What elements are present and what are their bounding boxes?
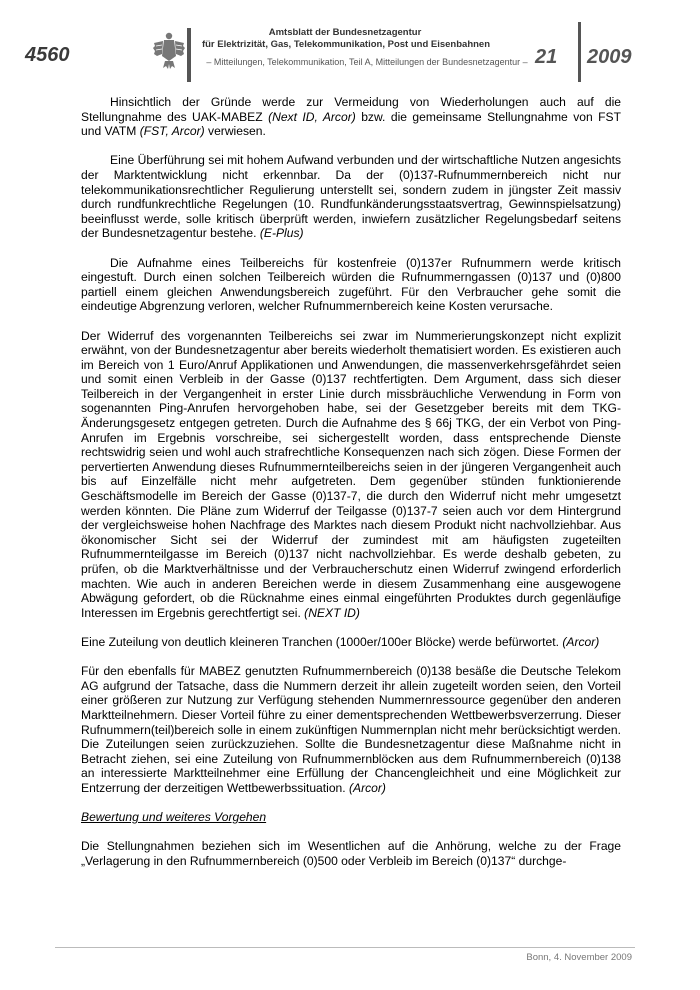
source-citation: (Next ID, Arcor) [268, 109, 356, 124]
paragraph-7: Die Stellungnahmen beziehen sich im Wesentlichen auf die Anhörung, welche zu der Frage „Verlagerung in den Rufnummernbereich (0)500 oder Verbleib im Bereich (0)137“ durchge- [81, 839, 621, 868]
federal-eagle-icon [152, 30, 186, 70]
paragraph-2: Eine Überführung sei mit hohem Aufwand verbunden und der wirtschaftliche Nutzen angesichts der Marktentwicklung nicht erkennbar. Da der (0)137-Rufnummernbereich nicht nur telekommunikationsrechtlicher Regulierung unterstellt sei, sondern zudem in jüngster Zeit massiv durch rundfunkrechtliche Regelungen (10. Rundfunkänderungsstaatsvertrag, Gewinnspielsatzung) beeinflusst werde, solle kritisch überprüft werden, inwiefern zusätzlicher Regelungsbedarf seitens der Bundesnetzagentur bestehe. (E-Plus) [81, 153, 621, 241]
paragraph-3: Die Aufnahme eines Teilbereichs für kostenfreie (0)137er Rufnummern werde kritisch eingestuft. Durch einen solchen Teilbereich würden die Rufnummerngassen (0)137 und (0)800 partiell einem gleichen Anwendungsbereich zugeführt. Für den Verbraucher gehe somit die eindeutige Abgrenzung verloren, welcher Rufnummernbereich keine Kosten verursache. [81, 255, 621, 314]
paragraph-1: Hinsichtlich der Gründe werde zur Vermeidung von Wiederholungen auch auf die Stellungnahme des UAK-MABEZ (Next ID, Arcor) bzw. die gemeinsame Stellungnahme von FST und VATM (FST, Arcor) verwiesen. [81, 95, 621, 139]
page-number: 4560 [25, 44, 70, 66]
paragraph-5: Eine Zuteilung von deutlich kleineren Tranchen (1000er/100er Blöcke) werde befürwortet. (Arcor) [81, 634, 600, 649]
source-citation: (FST, Arcor) [139, 124, 205, 139]
section-heading: Bewertung und weiteres Vorgehen [81, 810, 267, 825]
source-citation: (Arcor) [562, 634, 600, 649]
publication-subtitle: für Elektrizität, Gas, Telekommunikation, Post und Eisenbahnen [201, 39, 491, 50]
paragraph-6: Für den ebenfalls für MABEZ genutzten Rufnummernbereich (0)138 besäße die Deutsche Telekom AG aufgrund der Tatsache, dass die Nummern derzeit ihr allein zugeteilt worden seien, den Vorteil einer größeren zur Nutzung zur Verfügung stehenden Nummernressource gegenüber den anderen Marktteilnehmern. Dieser Vorteil führe zu einer dementsprechenden Wettbewerbsverzerrung. Dieser Rufnummern(teil)bereich solle in einem zukünftigen Nummernplan nicht mehr berücksichtigt werden. Die Zuteilungen seien zurückzuziehen. Sollte die Bundesnetzagentur diese Maßnahme nicht in Betracht ziehen, sei eine Zuteilung von Rufnummernblöcken aus dem Rufnummernbereich (0)138 an interessierte Marktteilnehmer eine Erfüllung der Chancengleichheit und eine Möglichkeit zur Entzerrung der derzeitigen Wettbewerbssituation. (Arcor) [81, 664, 621, 795]
source-citation: (NEXT ID) [304, 605, 360, 620]
source-citation: (Arcor) [349, 780, 386, 795]
source-citation: (E-Plus) [259, 226, 304, 241]
footer-divider [55, 947, 635, 948]
document-body [81, 95, 621, 868]
publication-title: Amtsblatt der Bundesnetzagentur [268, 27, 422, 38]
issue-divider [578, 22, 581, 82]
header-divider [187, 28, 191, 82]
section-label: – Mitteilungen, Telekommunikation, Teil A, Mitteilungen der Bundesnetzagentur – [206, 57, 528, 67]
issue-year: 2009 [587, 46, 632, 68]
footer-date: Bonn, 4. November 2009 [526, 952, 632, 963]
issue-number: 21 [535, 46, 558, 68]
paragraph-4: Der Widerruf des vorgenannten Teilbereichs sei zwar im Nummerierungskonzept nicht explizit erwähnt, von der Bundesnetzagentur aber bereits wiederholt thematisiert worden. Es existieren auch im Bereich von 1 Euro/Anruf Applikationen und Anwendungen, die massenverkehrsgefährdet seien und somit einen Verbleib in der Gasse (0)137 rechtfertigten. Dem Argument, dass sich dieser Teilbereich in der Vergangenheit in erster Linie durch missbräuchliche Verwendung in Form von sogenannten Ping-Anrufen hervorgehoben habe, sei der Gesetzgeber bereits mit dem TKG-Änderungsgesetz entgegen getreten. Durch die Aufnahme des § 66j TKG, der ein Verbot von Ping-Anrufen im Ergebnis vorschreibe, sei sichergestellt worden, dass entsprechende Dienste rechtswidrig seien und wohl auch strafrechtliche Konsequenzen nach sich zögen. Diese Formen der pervertierten Anwendung dieses Rufnummernteilbereichs seien in der jüngeren Vergangenheit auch bis auf Einzelfälle nicht mehr aufgetreten. Dem gegenüber stünden funktionierende Geschäftsmodelle im Bereich der Gasse (0)137-7, die durch den Widerruf nicht mehr umgesetzt werden könnten. Die Pläne zum Widerruf der Teilgasse (0)137-7 seien auch vor dem Hintergrund der vergleichsweise hohen Nachfrage des Marktes nach diesem Produkt nicht nachvollziehbar. Aus ökonomischer Sicht sei der Widerruf der zumindest mit am häufigsten zugeteilten Rufnummernteilgasse im Bereich (0)137 nicht nachvollziehbar. Es werde deshalb gebeten, zu prüfen, ob die Marktverhältnisse und der Verbraucherschutz einen Widerruf zwingend erforderlich machten. Wie auch in anderen Bereichen werde in diesem Zusammenhang eine ausgewogene Abwägung gefordert, ob die Rücknahme eines einmal eingeführten Produktes durch gegenläufige Interessen im Ergebnis gerechtfertigt sei. (NEXT ID) [81, 328, 621, 620]
